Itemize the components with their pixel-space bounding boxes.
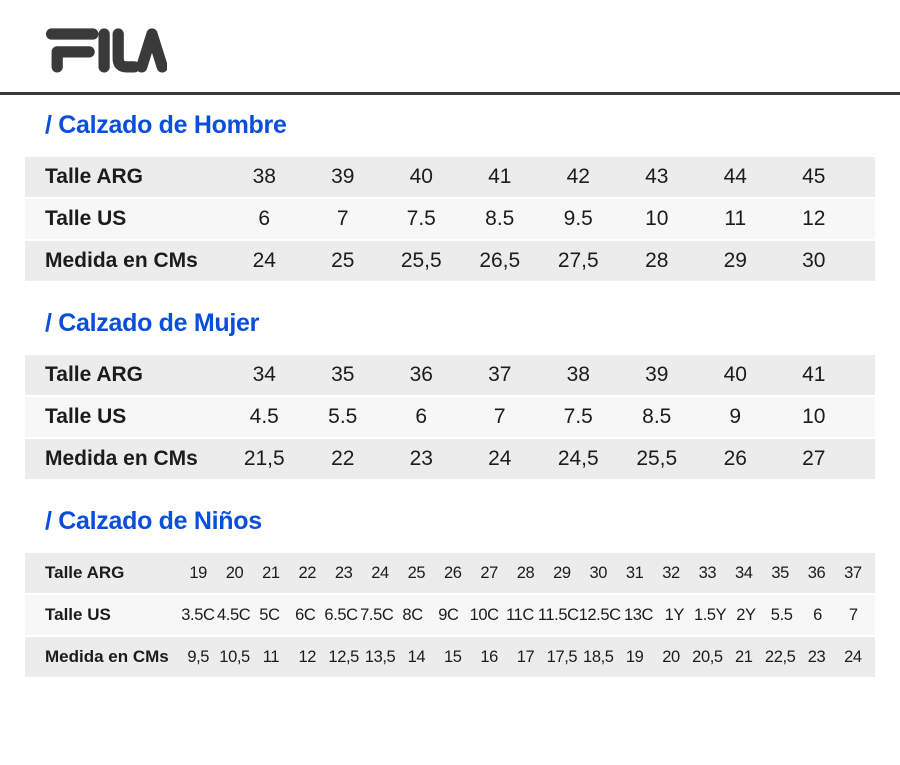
size-value: 31 (625, 563, 644, 582)
size-value: 43 (645, 165, 669, 188)
size-value: 36 (807, 563, 826, 582)
size-value: 19 (189, 563, 207, 582)
size-value: 25,5 (636, 447, 678, 470)
size-value: 26 (444, 563, 462, 582)
size-value: 9,5 (187, 647, 210, 666)
size-value: 25,5 (400, 249, 442, 272)
size-value: 24 (371, 563, 389, 582)
size-value: 23 (409, 447, 433, 470)
size-value: 28 (516, 563, 535, 582)
size-value: 8.5 (485, 207, 515, 230)
size-value: 34 (735, 563, 753, 582)
size-value: 27 (802, 447, 826, 470)
size-value: 1.5Y (693, 605, 727, 624)
row-label: Talle ARG (45, 563, 125, 582)
section-title: / Calzado de Mujer (45, 309, 260, 337)
row-values (225, 355, 875, 395)
row-label: Talle US (45, 405, 127, 428)
row-label: Medida en CMs (45, 249, 198, 272)
size-value: 23 (807, 647, 826, 666)
size-value: 13C (624, 605, 654, 624)
size-value: 21 (735, 647, 753, 666)
size-value: 16 (480, 647, 498, 666)
table-row (25, 439, 875, 479)
size-value: 35 (331, 363, 355, 386)
size-table (25, 553, 875, 677)
size-value: 39 (645, 363, 669, 386)
size-value: 30 (589, 563, 608, 582)
size-value: 15 (444, 647, 462, 666)
size-value: 3.5C (181, 605, 215, 624)
size-value: 6 (258, 207, 271, 230)
size-value: 25 (331, 249, 355, 272)
size-value: 45 (802, 165, 826, 188)
size-value: 11C (505, 605, 534, 624)
size-value: 9 (729, 405, 742, 428)
size-value: 8C (402, 605, 423, 624)
row-label: Talle US (45, 207, 127, 230)
table-row (25, 241, 875, 281)
size-value: 41 (802, 363, 826, 386)
size-value: 18,5 (583, 647, 614, 666)
size-value: 34 (252, 363, 276, 386)
size-value: 11 (262, 647, 280, 666)
table-row (25, 199, 875, 239)
size-value: 36 (409, 363, 433, 386)
size-value: 37 (488, 363, 512, 386)
size-value: 37 (844, 563, 862, 582)
size-value: 44 (723, 165, 747, 188)
size-value: 19 (625, 647, 644, 666)
size-value: 30 (802, 249, 826, 272)
size-value: 5C (259, 605, 280, 624)
size-value: 7 (336, 207, 349, 230)
table-row (25, 397, 875, 437)
size-table (25, 157, 875, 281)
size-value: 40 (723, 363, 747, 386)
size-value: 29 (723, 249, 747, 272)
size-value: 8.5 (642, 405, 672, 428)
size-value: 20 (662, 647, 680, 666)
size-value: 11 (724, 207, 747, 230)
size-value: 13,5 (364, 647, 396, 666)
size-value: 29 (553, 563, 571, 582)
row-values (225, 157, 875, 197)
size-value: 12,5 (328, 647, 359, 666)
size-value: 26 (723, 447, 747, 470)
row-label: Talle US (45, 605, 111, 624)
size-value: 2Y (736, 605, 756, 624)
size-value: 6 (813, 605, 822, 624)
size-value: 12 (298, 647, 317, 666)
size-value: 22,5 (764, 647, 796, 666)
size-value: 24 (252, 249, 276, 272)
size-value: 5.5 (770, 605, 793, 624)
size-value: 35 (771, 563, 789, 582)
table-row (25, 595, 875, 635)
size-value: 10 (645, 207, 669, 230)
size-value: 1Y (664, 605, 685, 624)
size-value: 7.5 (406, 207, 436, 230)
size-value: 6C (295, 605, 316, 624)
row-values (225, 439, 875, 479)
size-value: 23 (334, 563, 353, 582)
fila-logo-icon (45, 26, 167, 74)
size-value: 32 (662, 563, 680, 582)
row-values (180, 553, 875, 593)
size-value: 9C (438, 605, 459, 624)
row-values (180, 595, 875, 635)
size-value: 42 (566, 165, 590, 188)
size-value: 21 (262, 563, 280, 582)
size-value: 25 (407, 563, 426, 582)
size-value: 7 (493, 405, 506, 428)
table-row (25, 157, 875, 197)
header-divider (0, 92, 900, 95)
table-row (25, 553, 875, 593)
section-title: / Calzado de Niños (45, 507, 262, 535)
size-value: 33 (698, 563, 717, 582)
section-title: / Calzado de Hombre (45, 111, 287, 139)
size-tables (0, 111, 900, 677)
size-value: 7.5C (360, 605, 394, 624)
size-value: 4.5C (217, 605, 251, 624)
row-values (225, 241, 875, 281)
size-value: 41 (488, 165, 512, 188)
size-section-hombre (0, 111, 900, 281)
size-value: 12 (802, 207, 826, 230)
size-value: 11.5C (537, 605, 579, 624)
size-section-mujer (0, 309, 900, 479)
size-value: 40 (409, 165, 433, 188)
size-value: 10 (802, 405, 826, 428)
size-value: 14 (407, 647, 426, 666)
size-value: 22 (331, 447, 355, 470)
size-value: 27 (480, 563, 498, 582)
table-row (25, 355, 875, 395)
row-values (225, 397, 875, 437)
row-label: Medida en CMs (45, 647, 169, 666)
size-value: 24,5 (557, 447, 599, 470)
size-value: 21,5 (243, 447, 285, 470)
size-value: 38 (252, 165, 276, 188)
size-value: 24 (488, 447, 512, 470)
size-value: 39 (331, 165, 355, 188)
size-value: 5.5 (328, 405, 358, 428)
row-values (180, 637, 875, 677)
size-value: 26,5 (479, 249, 521, 272)
size-value: 24 (844, 647, 862, 666)
size-value: 38 (566, 363, 590, 386)
size-value: 28 (645, 249, 669, 272)
row-label: Medida en CMs (45, 447, 198, 470)
header (0, 0, 900, 74)
size-value: 6 (415, 405, 428, 428)
row-values (225, 199, 875, 239)
size-value: 7.5 (563, 405, 593, 428)
size-value: 4.5 (249, 405, 279, 428)
size-value: 17,5 (546, 647, 578, 666)
size-value: 7 (848, 605, 858, 624)
size-section-ninos (0, 507, 900, 677)
size-value: 6.5C (324, 605, 358, 624)
size-value: 9.5 (563, 207, 593, 230)
size-value: 12.5C (578, 605, 621, 624)
size-value: 10,5 (219, 647, 250, 666)
row-label: Talle ARG (45, 165, 144, 188)
size-value: 20,5 (692, 647, 723, 666)
size-value: 10C (469, 605, 499, 624)
table-row (25, 637, 875, 677)
size-table (25, 355, 875, 479)
row-label: Talle ARG (45, 363, 144, 386)
size-value: 22 (298, 563, 317, 582)
size-value: 17 (516, 647, 535, 666)
size-value: 27,5 (557, 249, 599, 272)
size-value: 20 (225, 563, 244, 582)
